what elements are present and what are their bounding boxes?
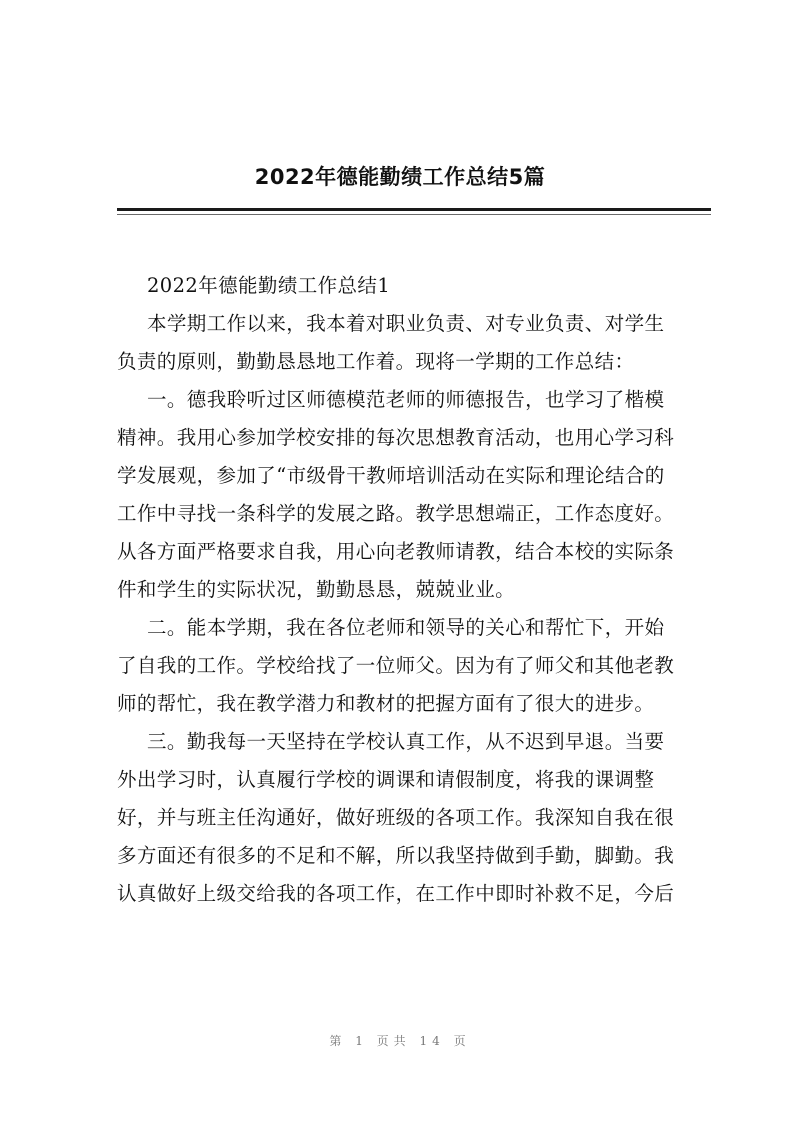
paragraph-line: 外出学习时，认真履行学校的调课和请假制度，将我的课调整	[117, 768, 655, 791]
paragraph-line: 三。勤我每一天坚持在学校认真工作，从不迟到早退。当要	[147, 730, 665, 753]
paragraph-line: 精神。我用心参加学校安排的每次思想教育活动，也用心学习科	[117, 426, 675, 449]
paragraph-line: 认真做好上级交给我的各项工作，在工作中即时补救不足，今后	[117, 882, 675, 905]
paragraph-line: 了自我的工作。学校给找了一位师父。因为有了师父和其他老教	[117, 654, 675, 677]
paragraph-line: 工作中寻找一条科学的发展之路。教学思想端正，工作态度好。	[117, 502, 675, 525]
section-heading: 2022年德能勤绩工作总结1	[147, 274, 391, 297]
document-title: 2022年德能勤绩工作总结5篇	[254, 165, 546, 189]
paragraph-line: 从各方面严格要求自我，用心向老教师请教，结合本校的实际条	[117, 540, 675, 563]
title-divider-thin	[117, 214, 711, 215]
paragraph-line: 件和学生的实际状况，勤勤恳恳，兢兢业业。	[117, 578, 516, 601]
title-divider	[117, 208, 711, 211]
paragraph-line: 本学期工作以来，我本着对职业负责、对专业负责、对学生	[147, 312, 665, 335]
document-body	[117, 267, 711, 913]
page-number-footer: 第 1 页共 14 页	[329, 1034, 471, 1048]
paragraph-line: 多方面还有很多的不足和不解，所以我坚持做到手勤，脚勤。我	[117, 844, 675, 867]
paragraph-line: 学发展观，参加了“市级骨干教师培训活动在实际和理论结合的	[117, 464, 665, 487]
paragraph-line: 负责的原则，勤勤恳恳地工作着。现将一学期的工作总结：	[117, 350, 635, 373]
paragraph-line: 二。能本学期，我在各位老师和领导的关心和帮忙下，开始	[147, 616, 665, 639]
paragraph-line: 师的帮忙，我在教学潜力和教材的把握方面有了很大的进步。	[117, 692, 655, 715]
paragraph-line: 一。德我聆听过区师德模范老师的师德报告，也学习了楷模	[147, 388, 665, 411]
paragraph-line: 好，并与班主任沟通好，做好班级的各项工作。我深知自我在很	[117, 806, 675, 829]
